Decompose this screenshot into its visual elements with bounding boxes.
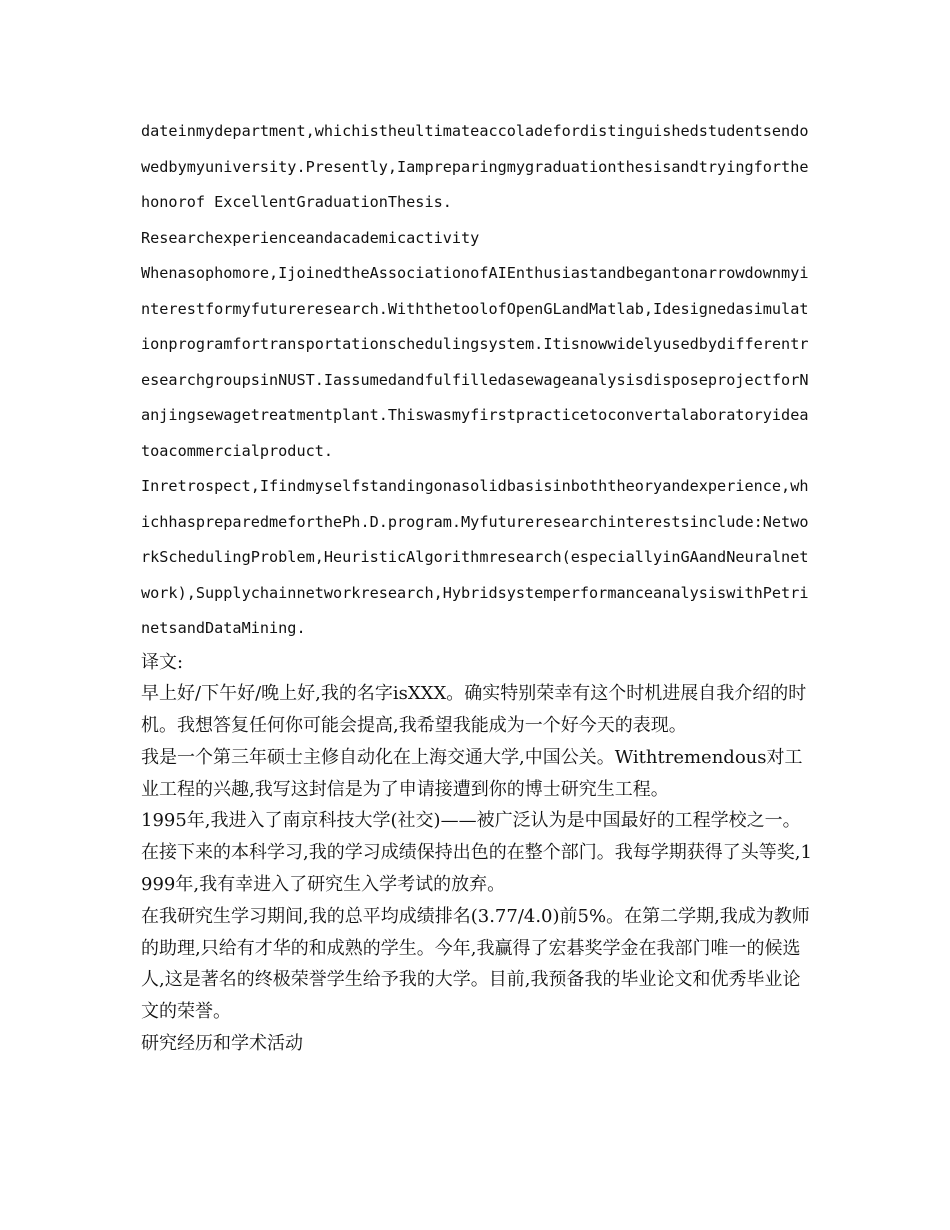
translation-label: 译文: — [141, 651, 184, 673]
chinese-paragraph-greeting: 早上好/下午好/晚上好,我的名字isXXX。确实特别荣幸有这个时机进展自我介绍的时机。我想答复任何你可能会提高,我希望我能成为一个好今天的表现。 — [141, 683, 807, 737]
english-heading-research: Researchexperienceandacademicactivity — [141, 228, 480, 247]
chinese-heading-research: 研究经历和学术活动 — [141, 1033, 303, 1055]
english-paragraph-research: Whenasophomore,IjoinedtheAssociationofAIEnthusiastandbegantonarrowdownmyinterestformyfutureresearch.WiththetoolofOpenGLandMatlab,Idesignedasimulationprogramfortransportationschedulingsystem.ItisnowwidelyusedbydifferentresearchgroupsinNUST.IassumedandfulfilledasewageanalysisdisposeprojectforNanjingsewagetreatmentplant.Thiswasmyfirstpracticetoconvertalaboratoryideatoacommercialproduct. — [141, 264, 809, 460]
chinese-paragraph-intro: 我是一个第三年硕士主修自动化在上海交通大学,中国公关。Withtremendous对工业工程的兴趣,我写这封信是为了申请接遭到你的博士研究生工程。 — [141, 746, 803, 800]
chinese-paragraph-graduate: 在我研究生学习期间,我的总平均成绩排名(3.77/4.0)前5%。在第二学期,我成为教师的助理,只给有才华的和成熟的学生。今年,我赢得了宏碁奖学金在我部门唯一的候选人,这是著名的终极荣誉学生给予我的大学。目前,我预备我的毕业论文和优秀毕业论文的荣誉。 — [141, 905, 810, 1023]
chinese-paragraph-undergrad: 1995年,我进入了南京科技大学(社交)——被广泛认为是中国最好的工程学校之一。在接下来的本科学习,我的学习成绩保持出色的在整个部门。我每学期获得了头等奖,1999年,我有幸进入了研究生入学考试的放弃。 — [141, 810, 812, 896]
english-paragraph-honors: dateinmydepartment,whichistheultimateaccoladefordistinguishedstudentsendowedbymyuniversity.Presently,Iampreparingmygraduationthesisandtryingforthehonorof ExcellentGraduationThesis. — [141, 122, 809, 211]
document-body — [141, 114, 817, 1060]
english-paragraph-retrospect: Inretrospect,Ifindmyselfstandingonasolidbasisinboththeoryandexperience,whichhaspreparedmeforthePh.D.program.Myfutureresearchinterestsinclude:NetworkSchedulingProblem,HeuristicAlgorithmresearch(especiallyinGAandNeuralnetwork),Supplychainnetworkresearch,HybridsystemperformanceanalysiswithPetrinetsandDataMining. — [141, 477, 809, 637]
